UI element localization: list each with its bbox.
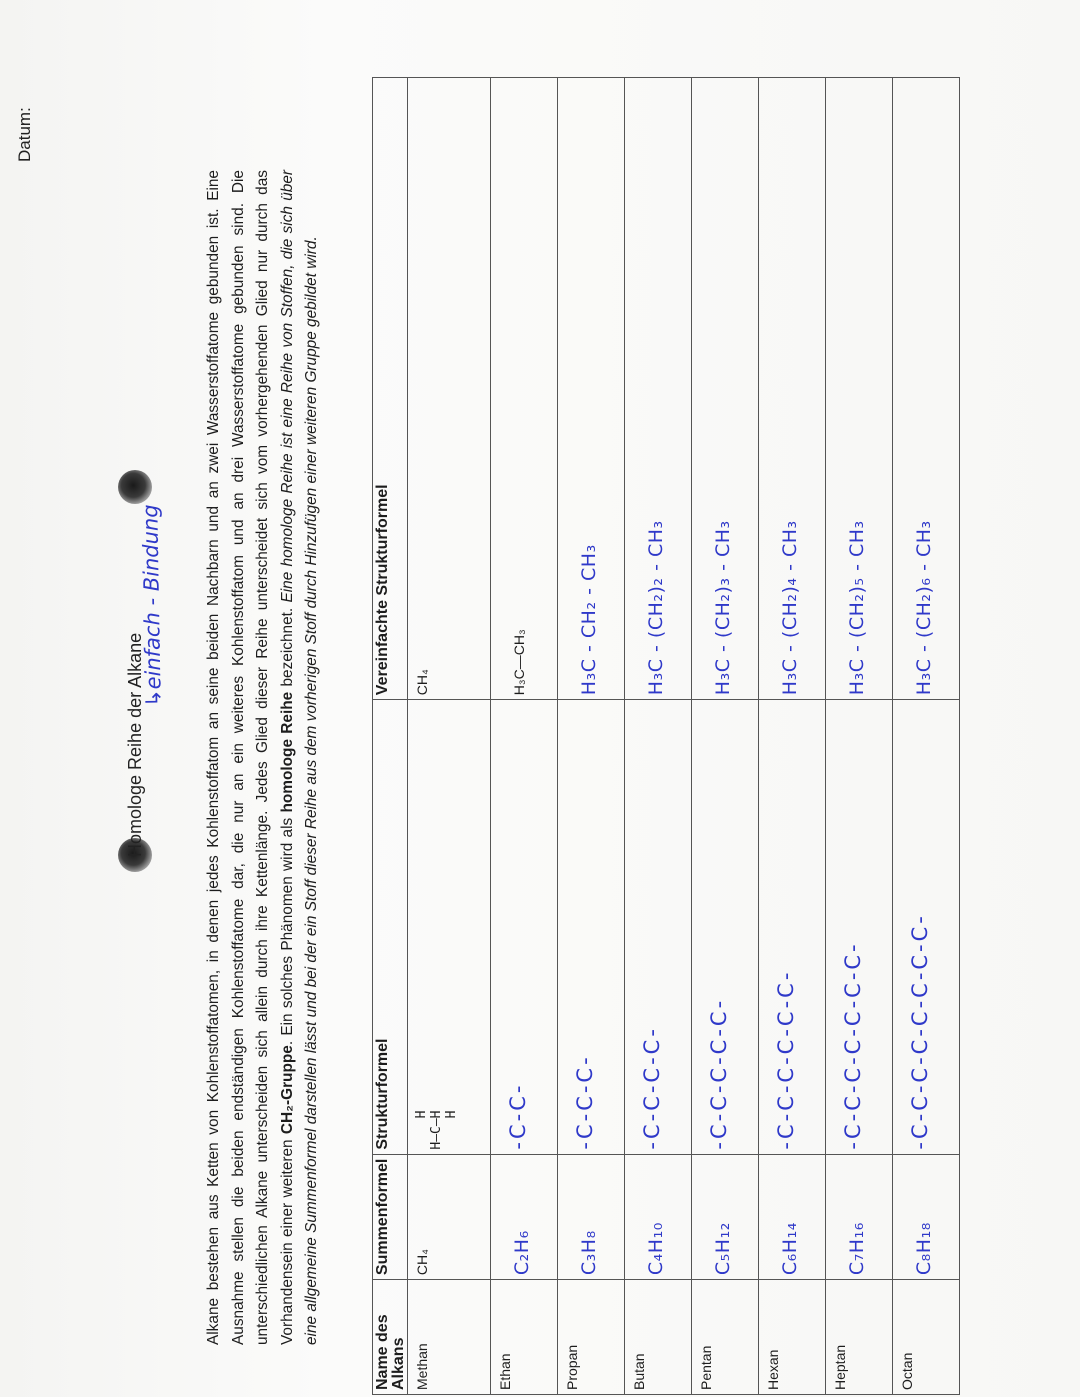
cell-sum: C₈H₁₈ xyxy=(893,1154,960,1279)
cell-simple: H₃C - (CH₂)₆ - CH₃ xyxy=(893,78,960,700)
table-row xyxy=(692,78,759,1395)
cell-name: Pentan xyxy=(692,1280,759,1395)
cell-name: Hexan xyxy=(759,1280,826,1395)
homolog-term: homologe Reihe xyxy=(278,691,296,813)
alkane-table xyxy=(372,77,960,1395)
cell-struct: -C-C- xyxy=(491,700,558,1154)
cell-name: Heptan xyxy=(826,1280,893,1395)
cell-struct: -C-C-C-C-C-C-C-C- xyxy=(893,700,960,1154)
intro-text-1: Alkane bestehen aus Ketten von Kohlenstoffatomen, in denen jedes Kohlenstoffatom an seine beiden Nachbarn und an zwei Wasserstoffatome gebunden ist. Eine Ausnahme stellen die beiden endständigen Kohlenstoffatome dar, die nur an ein weiteres Kohlenstoffatom und an drei Wasserstoffatome gebunden sind. Die unterschiedlichen Alkane unterscheiden sich allein durch ihre Kettenlänge. Jedes Glied dieser Reihe unterscheidet sich vom vorhergehenden Glied nur durch das Vorhandensein einer weiteren xyxy=(205,170,296,1345)
table-row xyxy=(491,78,558,1395)
cell-struct: -C-C-C-C-C-C-C- xyxy=(826,700,893,1154)
table-row xyxy=(826,78,893,1395)
cell-sum: C₇H₁₆ xyxy=(826,1154,893,1279)
cell-struct: -C-C-C- xyxy=(558,700,625,1154)
cell-sum: CH₄ xyxy=(408,1154,491,1279)
header-name: Name des Alkans xyxy=(373,1280,408,1395)
cell-struct: H H—C—H H xyxy=(408,700,491,1154)
date-label: Datum: xyxy=(15,107,34,162)
table-row xyxy=(558,78,625,1395)
cell-name: Octan xyxy=(893,1280,960,1395)
cell-simple: H₃C - (CH₂)₅ - CH₃ xyxy=(826,78,893,700)
rotated-page-content xyxy=(0,57,1030,1397)
cell-sum: C₄H₁₀ xyxy=(625,1154,692,1279)
header-simple: Vereinfachte Strukturformel xyxy=(373,78,408,700)
cell-struct: -C-C-C-C- xyxy=(625,700,692,1154)
cell-sum: C₅H₁₂ xyxy=(692,1154,759,1279)
cell-name: Methan xyxy=(408,1280,491,1395)
header-sum: Summenformel xyxy=(373,1154,408,1279)
header-struct: Strukturformel xyxy=(373,700,408,1154)
intro-paragraph xyxy=(202,170,325,1345)
ch2-term: CH₂-Gruppe xyxy=(278,1045,296,1135)
cell-simple: H₃C—CH₃ xyxy=(491,78,558,700)
cell-name: Propan xyxy=(558,1280,625,1395)
cell-simple: H₃C - (CH₂)₄ - CH₃ xyxy=(759,78,826,700)
page-title: Homologe Reihe der Alkane xyxy=(125,632,145,857)
table-row xyxy=(893,78,960,1395)
cell-sum: C₃H₈ xyxy=(558,1154,625,1279)
cell-sum: C₂H₆ xyxy=(491,1154,558,1279)
table-row xyxy=(759,78,826,1395)
cell-simple: H₃C - (CH₂)₂ - CH₃ xyxy=(625,78,692,700)
cell-sum: C₆H₁₄ xyxy=(759,1154,826,1279)
intro-text-2: . Ein solches Phänomen wird als xyxy=(278,817,296,1046)
intro-definition: Eine homologe Reihe ist eine Reihe von Stoffen, die sich über eine allgemeine Summenformel darstellen lässt und bei der ein Stoff dieser Reihe aus dem vorherigen Stoff durch Hinzufügen einer weiteren Gruppe gebildet wird. xyxy=(278,169,320,1345)
handwritten-note: ↳einfach - Bindung xyxy=(138,504,166,708)
table-row xyxy=(625,78,692,1395)
intro-text-3: bezeichnet. xyxy=(278,602,296,692)
cell-name: Ethan xyxy=(491,1280,558,1395)
cell-simple: H₃C - CH₂ - CH₃ xyxy=(558,78,625,700)
cell-simple: CH₄ xyxy=(408,78,491,700)
cell-simple: H₃C - (CH₂)₃ - CH₃ xyxy=(692,78,759,700)
cell-struct: -C-C-C-C-C- xyxy=(692,700,759,1154)
cell-name: Butan xyxy=(625,1280,692,1395)
cell-struct: -C-C-C-C-C-C- xyxy=(759,700,826,1154)
table-row xyxy=(408,78,491,1395)
